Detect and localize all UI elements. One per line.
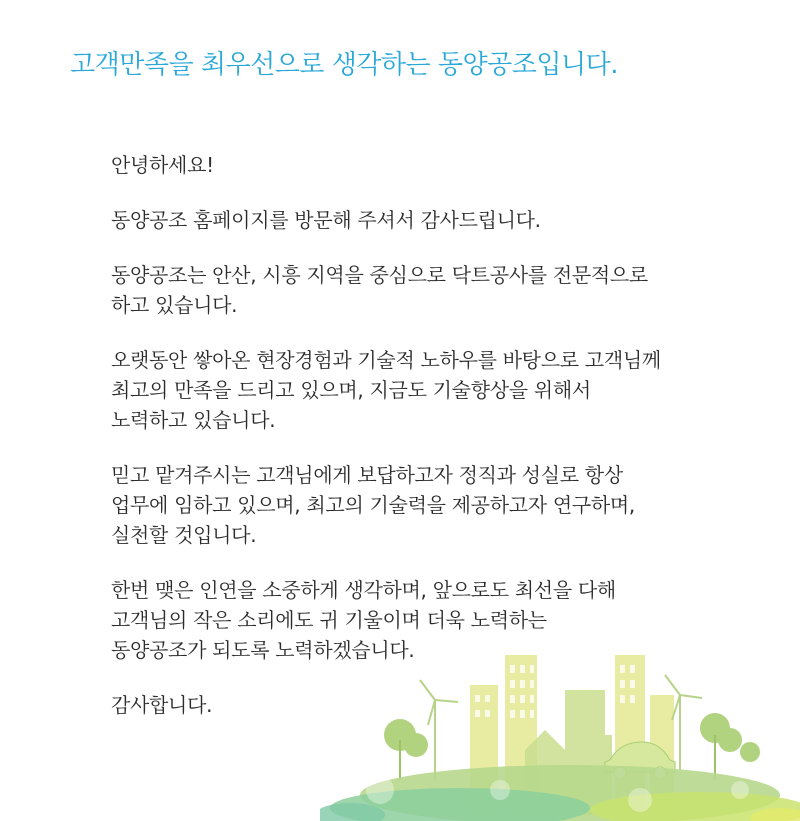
letter-line: 노력하고 있습니다. [111, 408, 276, 432]
letter-line: 실천할 것입니다. [111, 523, 257, 547]
letter-line: 동양공조는 안산, 시흥 지역을 중심으로 닥트공사를 전문적으로 [111, 263, 648, 287]
letter-hello: 안녕하세요! [111, 153, 214, 177]
letter-business [111, 260, 751, 320]
letter-relationship [111, 575, 751, 665]
letter-line: 오랫동안 쌓아온 현장경험과 기술적 노하우를 바탕으로 고객님께 [111, 348, 661, 372]
letter-thanks: 감사합니다. [111, 693, 213, 717]
letter-line: 고객님의 작은 소리에도 귀 기울이며 더욱 노력하는 [111, 608, 547, 632]
letter-promise [111, 460, 751, 550]
letter-knowhow [111, 345, 751, 435]
letter-line: 업무에 임하고 있으며, 최고의 기술력을 제공하고자 연구하며, [111, 493, 635, 517]
letter-line: 한번 맺은 인연을 소중하게 생각하며, 앞으로도 최선을 다해 [111, 578, 616, 602]
letter-line: 믿고 맡겨주시는 고객님에게 보답하고자 정직과 성실로 항상 [111, 463, 623, 487]
letter-line: 최고의 만족을 드리고 있으며, 지금도 기술향상을 위해서 [111, 378, 591, 402]
page-title: 고객만족을 최우선으로 생각하는 동양공조입니다. [70, 50, 618, 80]
greeting-letter [111, 150, 751, 745]
letter-visit: 동양공조 홈페이지를 방문해 주셔서 감사드립니다. [111, 208, 541, 232]
letter-line: 하고 있습니다. [111, 293, 238, 317]
letter-line: 동양공조가 되도록 노력하겠습니다. [111, 638, 415, 662]
